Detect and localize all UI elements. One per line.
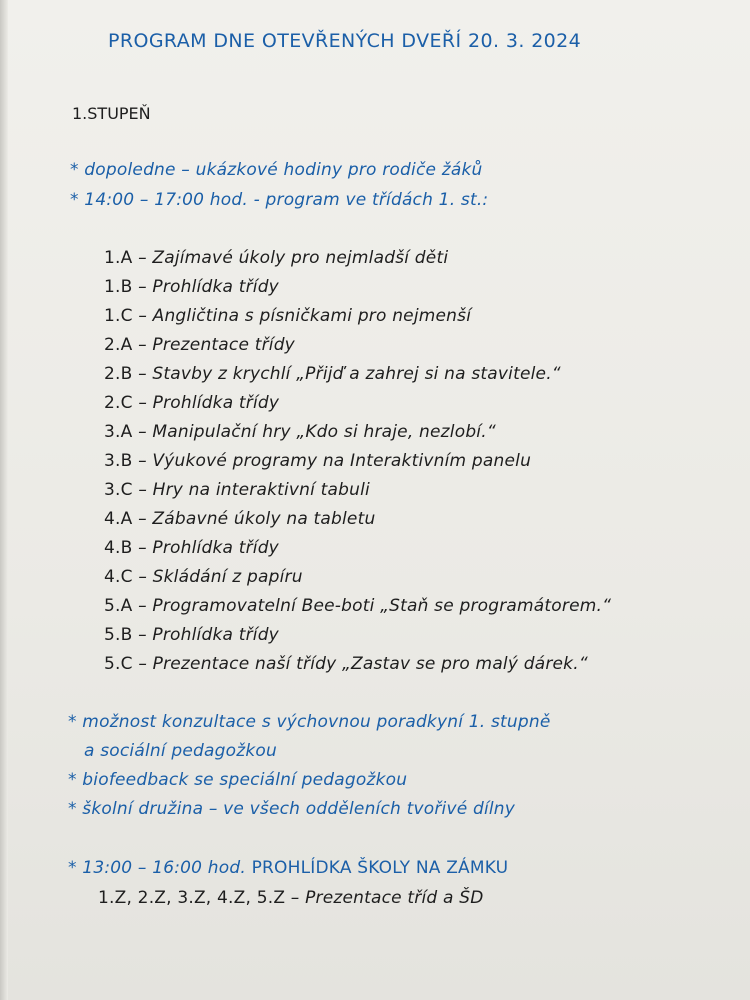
class-label: 3.C: [104, 480, 133, 500]
class-row: [104, 422, 496, 442]
class-program: – Stavby z krychlí „Přijď a zahrej si na stavitele.“: [138, 364, 561, 384]
class-label: 5.C: [104, 654, 133, 674]
class-program: – Hry na interaktivní tabuli: [138, 480, 370, 500]
class-label: 1.A: [104, 248, 133, 268]
class-label: 1.C: [104, 306, 133, 326]
note-biofeedback: * biofeedback se speciální pedagožkou: [68, 770, 408, 790]
class-label: 4.B: [104, 538, 133, 558]
class-program: – Manipulační hry „Kdo si hraje, nezlobí.“: [138, 422, 496, 442]
class-program: – Programovatelní Bee-boti „Staň se programátorem.“: [138, 596, 612, 616]
intro-line-afternoon: * 14:00 – 17:00 hod. - program ve třídách 1. st.:: [70, 190, 489, 210]
class-row: [104, 596, 611, 616]
class-label: 3.A: [104, 422, 133, 442]
class-program: – Prohlídka třídy: [138, 393, 280, 413]
class-row: [104, 306, 471, 326]
note-after-school-club: * školní družina – ve všech odděleních tvořivé dílny: [68, 799, 516, 819]
castle-tour-time: * 13:00 – 16:00 hod.: [68, 858, 246, 878]
class-row: [104, 625, 279, 645]
class-program: – Prezentace třídy: [138, 335, 295, 355]
class-program: – Prohlídka třídy: [138, 625, 279, 645]
class-label: 2.A: [104, 335, 133, 355]
last-line: [98, 888, 484, 908]
class-program: – Angličtina s písničkami pro nejmenší: [138, 306, 472, 326]
intro-line-morning: * dopoledne – ukázkové hodiny pro rodiče žáků: [70, 160, 483, 180]
note-consultation: * možnost konzultace s výchovnou poradkyní 1. stupně: [68, 712, 551, 732]
class-program: – Skládání z papíru: [138, 567, 303, 587]
class-row: [104, 364, 561, 384]
class-program: – Prezentace naší třídy „Zastav se pro malý dárek.“: [138, 654, 588, 674]
class-row: [104, 335, 295, 355]
z-classes: 1.Z, 2.Z, 3.Z, 4.Z, 5.Z: [98, 888, 286, 908]
class-row: [104, 277, 279, 297]
class-row: [104, 509, 375, 529]
class-row: [104, 567, 303, 587]
note-consultation-cont: a sociální pedagožkou: [84, 741, 277, 761]
class-program: – Zábavné úkoly na tabletu: [138, 509, 376, 529]
class-row: [104, 451, 531, 471]
class-program: – Prohlídka třídy: [138, 538, 279, 558]
class-label: 3.B: [104, 451, 133, 471]
class-row: [104, 538, 279, 558]
document-title: PROGRAM DNE OTEVŘENÝCH DVEŘÍ 20. 3. 2024: [108, 30, 582, 52]
paper-left-shadow: [0, 0, 8, 1000]
class-program: – Výukové programy na Interaktivním panelu: [138, 451, 532, 471]
class-label: 4.C: [104, 567, 133, 587]
class-label: 1.B: [104, 277, 133, 297]
class-row: [104, 248, 448, 268]
z-classes-program: – Prezentace tříd a ŠD: [290, 888, 484, 908]
class-program: – Zajímavé úkoly pro nejmladší děti: [138, 248, 449, 268]
section-heading: 1.STUPEŇ: [72, 104, 151, 123]
class-label: 4.A: [104, 509, 133, 529]
class-label: 2.C: [104, 393, 133, 413]
class-label: 2.B: [104, 364, 133, 384]
class-row: [104, 654, 588, 674]
class-label: 5.A: [104, 596, 133, 616]
class-row: [104, 393, 279, 413]
castle-tour-line: [68, 858, 508, 878]
class-program: – Prohlídka třídy: [138, 277, 279, 297]
castle-tour-title: PROHLÍDKA ŠKOLY NA ZÁMKU: [251, 858, 509, 878]
class-row: [104, 480, 370, 500]
class-label: 5.B: [104, 625, 133, 645]
